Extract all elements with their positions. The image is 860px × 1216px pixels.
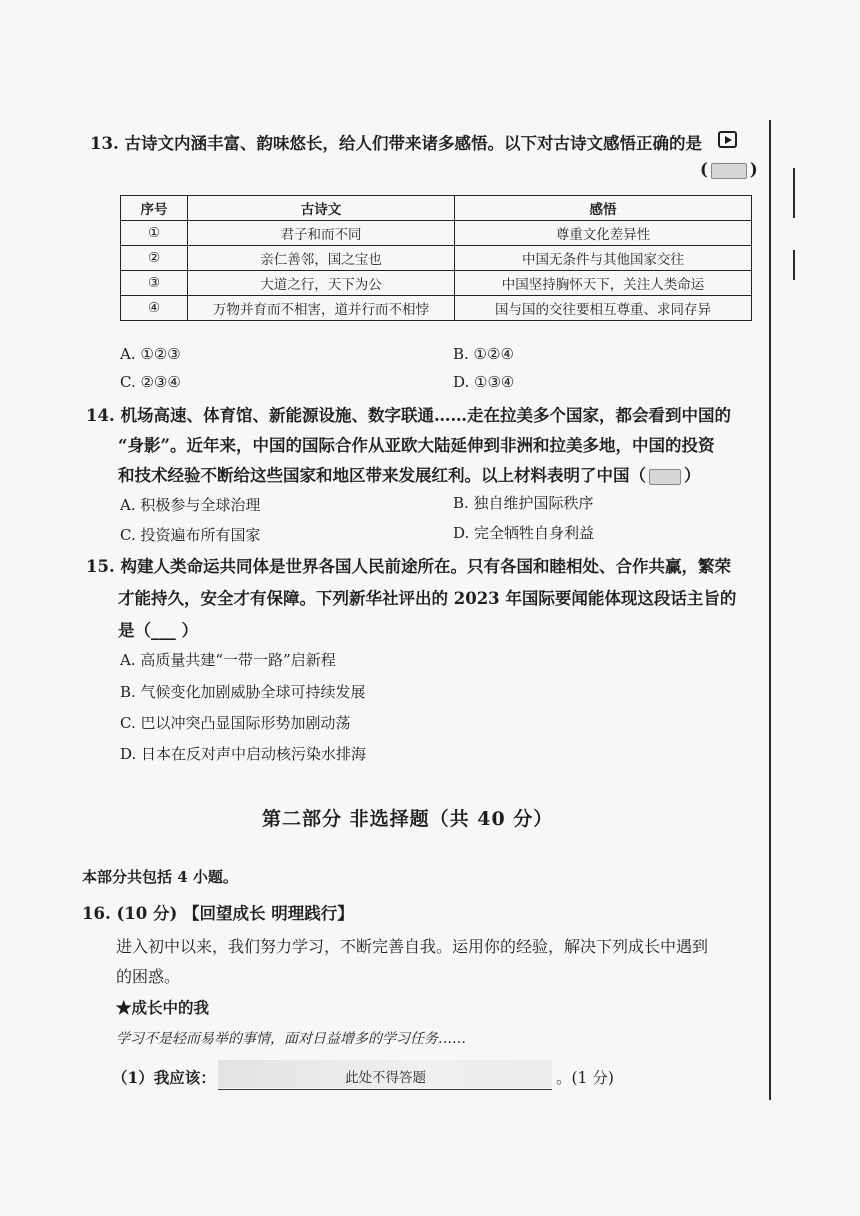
q13-option-a[interactable]: A. ①②③ [120,345,181,363]
q16-title: 16. (10 分) 【回望成长 明理践行】 [82,904,354,923]
q15-option-b[interactable]: B. 气候变化加剧威胁全球可持续发展 [120,683,366,701]
table-row [121,271,752,296]
table-header-row [121,196,752,221]
part2-heading: 第二部分 非选择题（共 40 分） [262,808,554,830]
q13-answer-blank[interactable]: ( ) [700,160,758,179]
table-cell: 大道之行，天下为公 [188,271,455,296]
q16-line1: 进入初中以来，我们努力学习，不断完善自我。运用你的经验，解决下列成长中遇到 [116,937,709,956]
q14-option-b[interactable]: B. 独自维护国际秩序 [453,494,594,512]
q13-stem: 13. 古诗文内涵丰富、韵味悠长，给人们带来诸多感悟。以下对古诗文感悟正确的是 [90,134,702,153]
q14-line2: “身影”。近年来，中国的国际合作从亚欧大陆延伸到非洲和拉美多地，中国的投资 [118,436,715,455]
table-header: 序号 [121,196,188,221]
q16-sub1-placeholder: 此处不得答题 [345,1070,426,1086]
q14-line1: 14. 机场高速、体育馆、新能源设施、数字联通……走在拉美多个国家，都会看到中国的 [86,406,731,425]
poem-table [120,195,752,321]
margin-mark [793,168,795,218]
q13-option-c[interactable]: C. ②③④ [120,373,181,391]
q16-line2: 的困惑。 [116,967,181,986]
table-header: 感悟 [455,196,752,221]
q14-option-a[interactable]: A. 积极参与全球治理 [120,496,261,514]
q14-option-d[interactable]: D. 完全牺牲自身利益 [453,524,595,542]
table-cell: ① [121,221,188,246]
q13-option-d[interactable]: D. ①③④ [453,373,515,391]
table-cell: 中国无条件与其他国家交往 [455,246,752,271]
q16-sub1-label: （1）我应该： [112,1068,216,1087]
table-cell: 亲仁善邻，国之宝也 [188,246,455,271]
margin-mark [793,250,795,280]
q15-line1: 15. 构建人类命运共同体是世界各国人民前途所在。只有各国和睦相处、合作共赢，繁荣 [86,557,731,576]
q16-sub1-score: 。(1 分) [556,1069,614,1087]
part2-intro: 本部分共包括 4 小题。 [82,868,238,886]
table-row [121,296,752,321]
q16-sub1-answer-line [218,1089,552,1090]
table-header: 古诗文 [188,196,455,221]
q14-answer-blank[interactable] [649,469,681,485]
q13-option-b[interactable]: B. ①②④ [453,345,514,363]
margin-line [769,120,771,1100]
table-row [121,246,752,271]
q16-scenario: 学习不是轻而易举的事情，面对日益增多的学习任务…… [116,1031,466,1047]
table-cell: ④ [121,296,188,321]
q15-option-a[interactable]: A. 高质量共建“一带一路”启新程 [120,651,336,669]
q15-line3[interactable]: 是（___ ） [118,621,198,640]
table-row [121,221,752,246]
q14-line3: 和技术经验不断给这些国家和地区带来发展红利。以上材料表明了中国（ ） [118,466,701,485]
table-cell: 尊重文化差异性 [455,221,752,246]
table-cell: 君子和而不同 [188,221,455,246]
q16-section-title: ★成长中的我 [116,998,210,1017]
table-cell: 万物并育而不相害，道并行而不相悖 [188,296,455,321]
table-cell: 中国坚持胸怀天下，关注人类命运 [455,271,752,296]
table-cell: ② [121,246,188,271]
table-cell: 国与国的交往要相互尊重、求同存异 [455,296,752,321]
q15-line2: 才能持久，安全才有保障。下列新华社评出的 2023 年国际要闻能体现这段话主旨的 [118,589,737,608]
play-icon [717,128,739,154]
table-cell: ③ [121,271,188,296]
q14-option-c[interactable]: C. 投资遍布所有国家 [120,526,261,544]
q15-option-d[interactable]: D. 日本在反对声中启动核污染水排海 [120,745,367,763]
q15-option-c[interactable]: C. 巴以冲突凸显国际形势加剧动荡 [120,714,351,732]
